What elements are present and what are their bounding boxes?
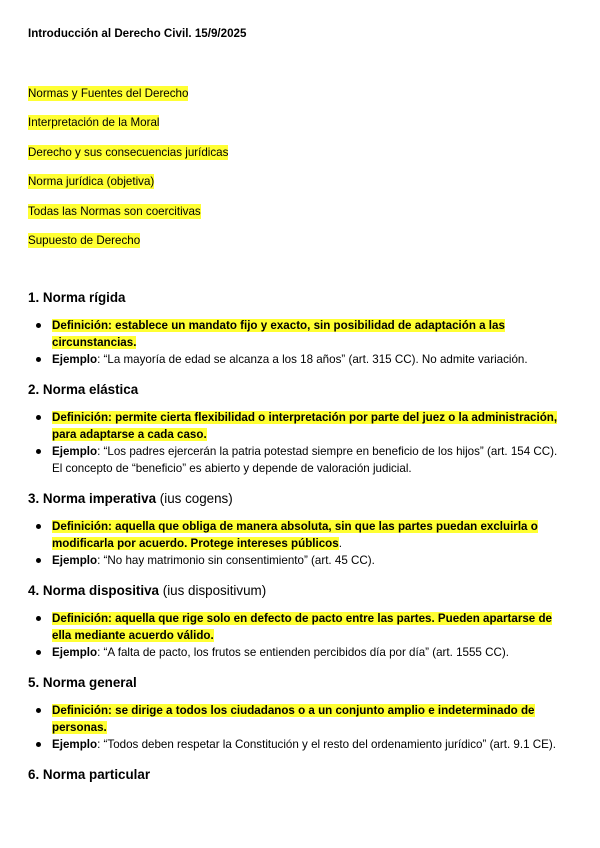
highlighted-text: Supuesto de Derecho — [28, 233, 141, 247]
definition-text: establece un mandato fijo y exacto, sin posibilidad de adaptación a las circunstancias. — [52, 318, 505, 349]
section-name: Norma imperativa — [42, 490, 157, 506]
section-number: 2. — [28, 381, 40, 397]
section-number: 1. — [28, 289, 40, 305]
highlighted-text: Derecho y sus consecuencias jurídicas — [28, 145, 229, 159]
section-norma-imperativa — [28, 490, 568, 569]
bullet-list — [28, 518, 568, 569]
topic-item — [28, 204, 568, 220]
section-name: Norma particular — [42, 766, 151, 782]
topic-item — [28, 233, 568, 249]
bullet-list — [28, 317, 568, 368]
example-text: : “La mayoría de edad se alcanza a los 18 años” (art. 315 CC). No admite variación. — [97, 352, 528, 366]
definition-highlight — [52, 612, 552, 642]
definition-text: aquella que rige solo en defecto de pacto entre las partes. Pueden apartarse de ella mediante acuerdo válido. — [52, 611, 552, 642]
definition-item — [28, 518, 568, 552]
section-heading — [28, 766, 568, 784]
example-item — [28, 443, 568, 477]
section-heading — [28, 289, 568, 307]
definition-text: se dirige a todos los ciudadanos o a un conjunto amplio e indeterminado de personas. — [52, 703, 535, 734]
example-item — [28, 736, 568, 753]
section-norma-dispositiva — [28, 582, 568, 661]
section-number: 6. — [28, 766, 40, 782]
section-heading — [28, 490, 568, 508]
highlighted-text: Normas y Fuentes del Derecho — [28, 87, 189, 100]
definition-text: permite cierta flexibilidad o interpretación por parte del juez o la administración, para adaptarse a cada caso. — [52, 410, 558, 441]
example-text: : “Los padres ejercerán la patria potestad siempre en beneficio de los hijos” (art. 154 CC). El concepto de “beneficio” es abierto y depende de valoración judicial. — [52, 444, 558, 475]
section-heading — [28, 582, 568, 600]
section-number: 5. — [28, 674, 40, 690]
document-page — [28, 26, 568, 797]
bullet-list — [28, 702, 568, 753]
example-text: : “A falta de pacto, los frutos se entienden percibidos día por día” (art. 1555 CC). — [97, 645, 509, 659]
definition-label: Definición: — [52, 318, 112, 332]
highlighted-text: Todas las Normas son coercitivas — [28, 204, 201, 218]
section-heading — [28, 674, 568, 692]
section-alt-name: (ius cogens) — [159, 490, 233, 506]
example-label: Ejemplo — [52, 444, 98, 458]
example-label: Ejemplo — [52, 645, 98, 659]
example-text: : “Todos deben respetar la Constitución y el resto del ordenamiento jurídico” (art. 9.1 CE). — [97, 737, 556, 751]
section-norma-general — [28, 674, 568, 753]
topic-item — [28, 145, 568, 161]
definition-highlight — [52, 704, 535, 734]
topic-item — [28, 115, 568, 131]
topic-item — [28, 174, 568, 190]
bullet-list — [28, 409, 568, 477]
section-name: Norma elástica — [42, 381, 139, 397]
topic-item — [28, 86, 568, 102]
example-item — [28, 644, 568, 661]
definition-item — [28, 317, 568, 351]
definition-label: Definición: — [52, 703, 112, 717]
section-norma-particular — [28, 766, 568, 784]
definition-highlight — [52, 520, 538, 550]
example-label: Ejemplo — [52, 737, 98, 751]
definition-item — [28, 702, 568, 736]
definition-tail: . — [338, 536, 342, 550]
definition-item — [28, 610, 568, 644]
section-name: Norma general — [42, 674, 137, 690]
definition-label: Definición: — [52, 519, 112, 533]
norm-sections — [28, 289, 568, 784]
example-label: Ejemplo — [52, 553, 98, 567]
definition-label: Definición: — [52, 611, 112, 625]
definition-label: Definición: — [52, 410, 112, 424]
section-number: 3. — [28, 490, 40, 506]
example-label: Ejemplo — [52, 352, 98, 366]
example-item — [28, 351, 568, 368]
definition-highlight — [52, 411, 557, 441]
highlighted-text: Interpretación de la Moral — [28, 116, 160, 130]
section-number: 4. — [28, 582, 40, 598]
definition-text: aquella que obliga de manera absoluta, sin que las partes puedan excluirla o modificarla por acuerdo. Protege intereses públicos — [52, 519, 538, 550]
section-heading — [28, 381, 568, 399]
definition-highlight — [52, 319, 505, 349]
section-alt-name: (ius dispositivum) — [162, 582, 267, 598]
section-norma-rigida — [28, 289, 568, 368]
section-norma-elastica — [28, 381, 568, 477]
topic-list — [28, 86, 568, 249]
section-name: Norma rígida — [42, 289, 126, 305]
example-text: : “No hay matrimonio sin consentimiento” (art. 45 CC). — [97, 553, 375, 567]
document-title: Introducción al Derecho Civil. 15/9/2025 — [28, 27, 247, 40]
section-name: Norma dispositiva — [42, 582, 159, 598]
highlighted-text: Norma jurídica (objetiva) — [28, 175, 155, 189]
bullet-list — [28, 610, 568, 661]
definition-item — [28, 409, 568, 443]
example-item — [28, 552, 568, 569]
